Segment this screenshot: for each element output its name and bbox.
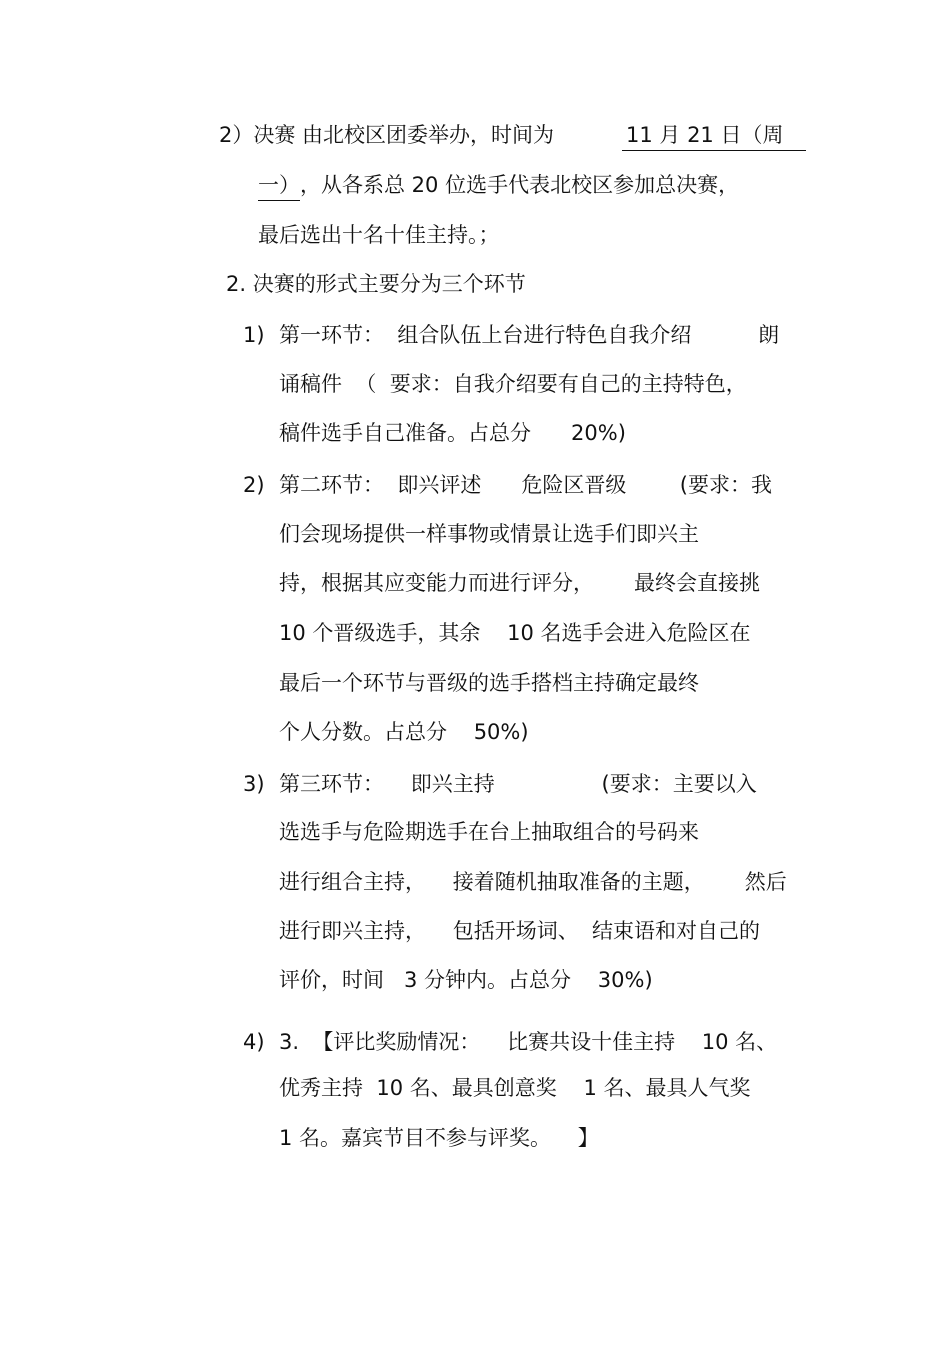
round-3-line-5: 评价，时间 3 分钟内。占总分 30%) bbox=[279, 968, 653, 992]
final-round-date-part-2: 一） bbox=[258, 173, 300, 197]
round-1-line-3: 稿件选手自己准备。占总分 20%) bbox=[279, 421, 626, 445]
round-3-line-3: 进行组合主持， 接着随机抽取准备的主题， 然后 bbox=[279, 870, 787, 894]
round-1-number: 1) bbox=[243, 323, 265, 347]
final-round-date-underline-2 bbox=[258, 200, 300, 201]
section-2-heading: 2. 决赛的形式主要分为三个环节 bbox=[226, 272, 526, 296]
final-round-date-part-1: 11 月 21 日（周 bbox=[626, 123, 784, 147]
final-round-date-underline-1 bbox=[622, 150, 806, 151]
awards-line-3: 1 名。嘉宾节目不参与评奖。 】 bbox=[279, 1126, 599, 1150]
round-3-line-1: 第三环节： 即兴主持 (要求：主要以入 bbox=[279, 772, 757, 796]
round-2-line-6: 个人分数。占总分 50%) bbox=[279, 720, 529, 744]
round-2-number: 2) bbox=[243, 473, 265, 497]
round-3-line-4: 进行即兴主持， 包括开场词、 结束语和对自己的 bbox=[279, 919, 761, 943]
final-round-line-1-prefix: 2）决赛 由北校区团委举办，时间为 bbox=[219, 123, 555, 147]
final-round-line-2-rest: ，从各系总 20 位选手代表北校区参加总决赛， bbox=[300, 173, 740, 197]
round-3-number: 3) bbox=[243, 772, 265, 796]
round-2-line-3: 持，根据其应变能力而进行评分， 最终会直接挑 bbox=[279, 571, 761, 595]
awards-line-1: 3. 【评比奖励情况： 比赛共设十佳主持 10 名、 bbox=[279, 1030, 778, 1054]
awards-number: 4) bbox=[243, 1030, 265, 1054]
round-2-line-4: 10 个晋级选手，其余 10 名选手会进入危险区在 bbox=[279, 621, 751, 645]
round-2-line-2: 们会现场提供一样事物或情景让选手们即兴主 bbox=[279, 522, 699, 546]
round-1-line-1: 第一环节： 组合队伍上台进行特色自我介绍 朗 bbox=[279, 323, 780, 347]
round-2-line-1: 第二环节： 即兴评述 危险区晋级 (要求：我 bbox=[279, 473, 772, 497]
round-2-line-5: 最后一个环节与晋级的选手搭档主持确定最终 bbox=[279, 671, 699, 695]
round-1-line-2: 诵稿件 （ 要求：自我介绍要有自己的主持特色， bbox=[279, 372, 747, 396]
final-round-line-3: 最后选出十名十佳主持。； bbox=[258, 223, 500, 247]
round-3-line-2: 选选手与危险期选手在台上抽取组合的号码来 bbox=[279, 820, 699, 844]
awards-line-2: 优秀主持 10 名、最具创意奖 1 名、最具人气奖 bbox=[279, 1076, 751, 1100]
